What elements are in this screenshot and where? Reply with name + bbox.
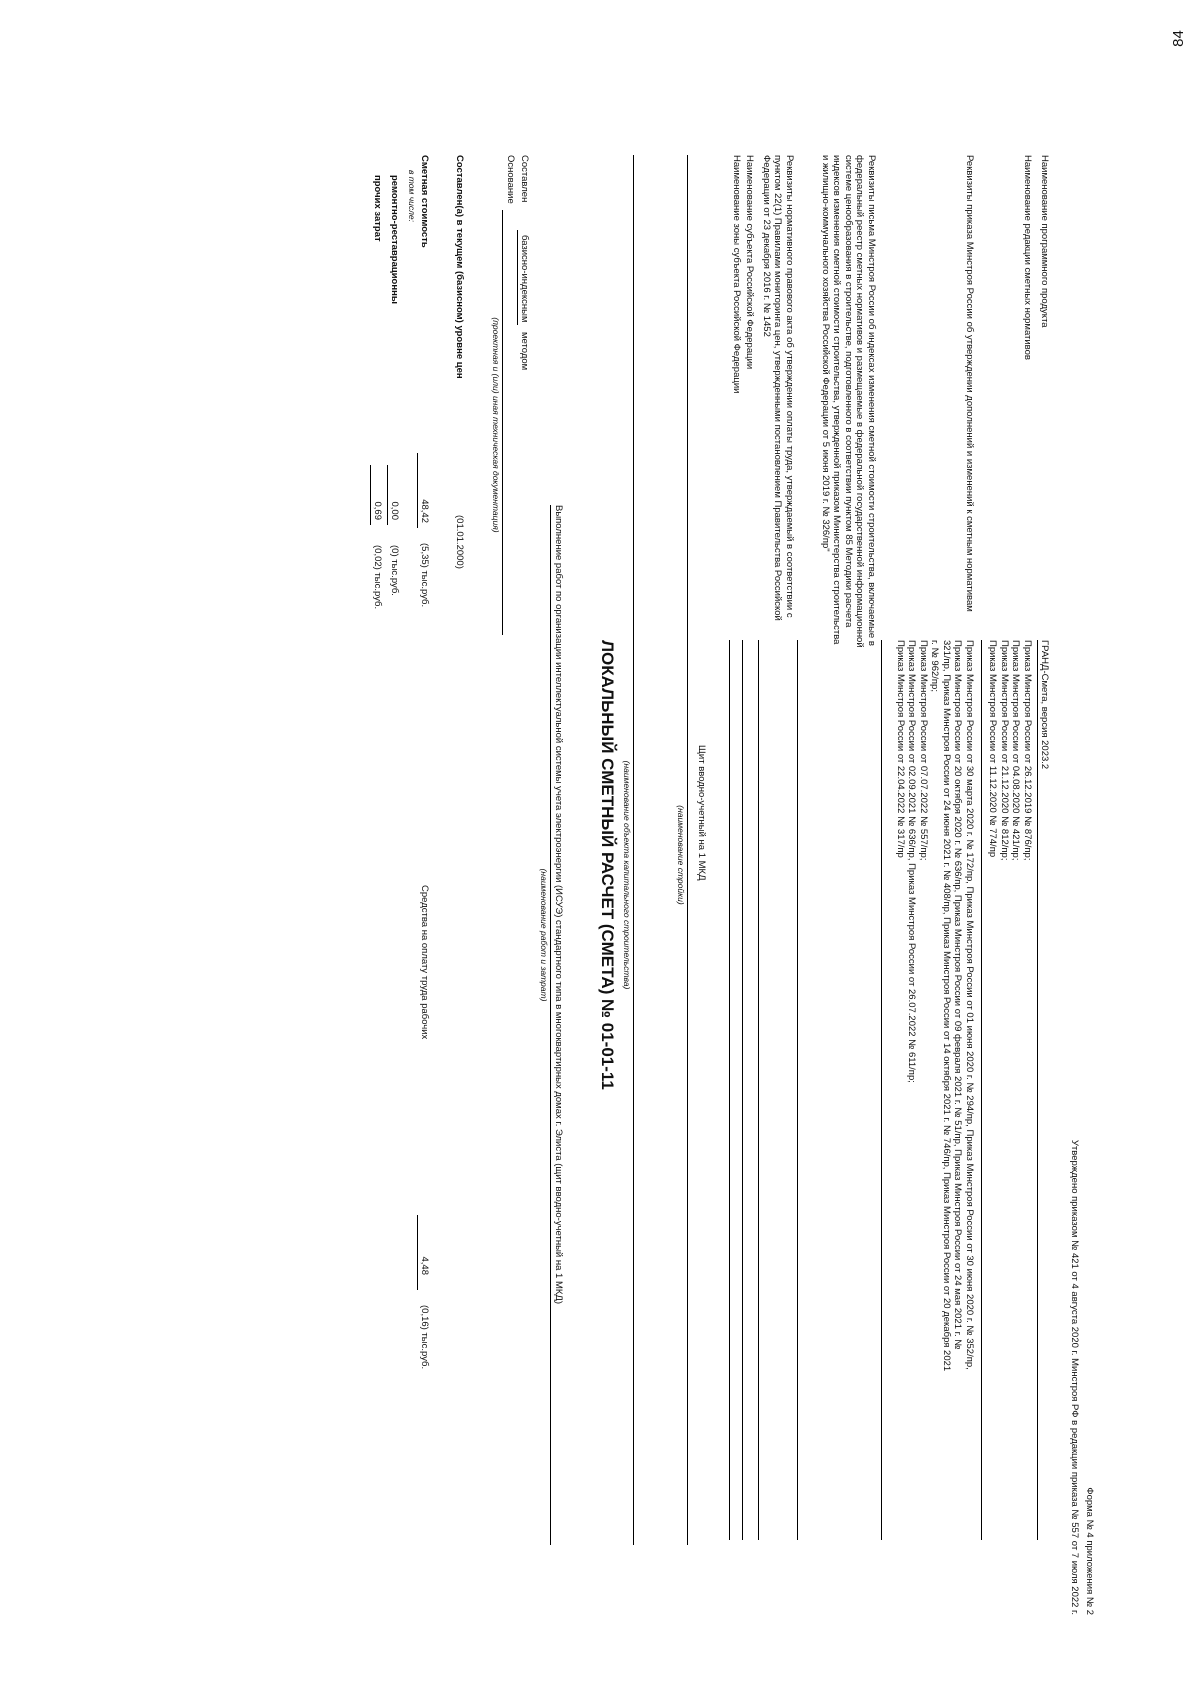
divider-6 [742, 640, 743, 1540]
order-line: Приказ Минстроя России от 20 октября 2020 г. № 636/пр, Приказ Минстроя России от 09 февраля 2021 г. № 51/пр, Приказ Минстроя России от 24 мая 2021 г. № [952, 640, 964, 1350]
cost-label: Сметная стоимость [419, 155, 430, 248]
software-value: ГРАНД-Смета, версия 2023.2 [1039, 640, 1050, 770]
legal-act-line: пунктом 22(1) Правилами мониторинга цен, утвержденными постановлением Правительства Российской [772, 155, 784, 621]
divider-1 [1037, 640, 1038, 1540]
normative-edition-line: Приказ Минстроя России от 04.08.2020 № 421/пр; [1010, 640, 1022, 861]
method-suffix: методом [519, 332, 530, 371]
repair-current: 0,00 [389, 501, 400, 520]
labor-base: (0,16) тыс.руб. [419, 1305, 430, 1370]
order-line: Приказ Минстроя России от 07.07.2022 № 557/пр; [918, 640, 929, 861]
other-label: прочих затрат [372, 175, 383, 242]
letter-requisites [820, 155, 878, 715]
labor-label: Средства на оплату труда рабочих [419, 885, 430, 1040]
work-line [550, 505, 551, 1545]
construction-value: Щит вводно-учетный на 1 МКД [696, 745, 707, 881]
divider-2 [981, 640, 982, 1540]
work-caption: (наименование работ и затрат) [539, 868, 549, 1002]
normative-edition-line: Приказ Минстроя России от 26.12.2019 № 876/пр; [1022, 640, 1033, 861]
repair-underline [387, 465, 388, 525]
letter-line: индексов изменения сметной стоимости строительства, утвержденной приказом Министерства строительства [831, 155, 843, 645]
approved-line: Утверждено приказом № 421 от 4 августа 2020 г. Минстроя РФ в редакции приказа № 557 от 7 июля 2022 г. [1069, 1139, 1080, 1615]
document-title: ЛОКАЛЬНЫЙ СМЕТНЫЙ РАСЧЕТ (СМЕТА) № 01-01-11 [598, 640, 617, 1090]
letter-line: федеральный реестр сметных нормативов и размещаемые в федеральной государственной информационной [854, 155, 866, 648]
basis-label: Основание [505, 155, 516, 204]
normative-edition-label: Наименование редакции сметных нормативов [1022, 155, 1033, 360]
order-line: Приказ Минстроя России от 22.04.2022 № 317/пр [895, 640, 906, 858]
order-requisites-value [895, 640, 976, 1540]
letter-line: Реквизиты письма Минстроя России об индексах изменения сметной стоимости строительства, включаемые в [866, 155, 877, 646]
order-line: 321/пр, Приказ Минстроя России от 24 июня 2021 г. № 408/пр, Приказ Минстроя России от 14 октября 2021 г. № 746/пр, Приказ Минстроя России от 20 декабря 2021 [941, 640, 952, 1372]
divider-5 [758, 640, 759, 1540]
repair-base: (0) тыс.руб. [389, 545, 400, 596]
page-number: 84 [1169, 30, 1187, 47]
construction-caption: (наименование стройки) [676, 805, 686, 905]
other-base: (0,02) тыс.руб. [372, 545, 383, 610]
other-underline [370, 465, 371, 525]
basis-caption: (проектная и (или) иная техническая документация) [491, 317, 501, 533]
divider-3 [881, 640, 882, 1540]
order-line: Приказ Минстроя России от 30 марта 2020 г. № 172/пр, Приказ Минстроя России от 01 июня 2020 г. № 294/пр, Приказ Минстроя России от 30 июня 2020 г. № 352/пр, [964, 640, 975, 1370]
legal-act-line: Федерации от 23 декабря 2016 г. № 1452 [761, 155, 772, 337]
divider-7 [729, 640, 730, 1540]
zone-label: Наименование зоны субъекта Российской Федерации [731, 155, 742, 394]
object-caption: (наименование объекта капитального строительства) [622, 760, 632, 990]
cost-base: (5,35) тыс.руб. [419, 543, 430, 608]
form-line: Форма № 4 приложения № 2 [1084, 1487, 1095, 1615]
divider-4 [797, 640, 798, 1540]
labor-current: 4,48 [419, 1256, 430, 1275]
letter-line: и жилищно-коммунального хозяйства Российской Федерации от 5 июня 2019 г. № 326/пр" [820, 155, 831, 552]
price-level-label: Составлен(а) в текущем (базисном) уровне цен [454, 155, 465, 379]
including-label: в том числе: [407, 170, 417, 222]
object-line [633, 155, 634, 1545]
order-requisites-label: Реквизиты приказа Минстроя России об утверждении дополнений и изменений к сметным нормативам [964, 155, 975, 612]
cost-underline [417, 453, 418, 528]
order-line: Приказ Минстроя России от 02.09.2021 № 636/пр, Приказ Минстроя России от 26.07.2022 № 611/пр; [906, 640, 918, 1083]
estimate-sheet [0, 85, 1200, 1645]
normative-edition-value [987, 640, 1033, 1540]
labor-underline [417, 1215, 418, 1290]
software-label: Наименование программного продукта [1039, 155, 1050, 328]
normative-edition-line: Приказ Минстроя России от 21.12.2020 № 812/пр; [999, 640, 1010, 861]
repair-label: ремонтно-реставрационны [389, 175, 400, 304]
order-line: г. № 962/пр; [929, 640, 941, 692]
other-current: 0,69 [372, 501, 383, 520]
basis-line [502, 210, 503, 635]
subject-label: Наименование субъекта Российской Федерации [744, 155, 755, 370]
legal-act [761, 155, 796, 715]
legal-act-line: Реквизиты нормативного правового акта об утверждении оплаты труда, утверждаемый в соответствии с [784, 155, 795, 618]
method-value: базисно-индексным [519, 235, 530, 323]
normative-edition-line: Приказ Минстроя России от 11.12.2020 № 774/пр [987, 640, 999, 858]
cost-current: 48,42 [419, 499, 430, 523]
price-level-value: (01.01.2000) [454, 515, 465, 569]
letter-line: системе ценообразования в строительстве, подготовленного в соответствии пунктом 85 Методики расчета [843, 155, 854, 628]
construction-line [687, 155, 688, 1545]
method-label: Составлен [519, 155, 530, 203]
work-value: Выполнение работ по организации интеллектуальной системы учета электроэнергии (ИСУЭ) стандартного типа в многоквартирных домах г. Элиста (щит вводно-учетный на 1 МКД) [553, 505, 564, 1305]
method-underline [517, 230, 518, 325]
